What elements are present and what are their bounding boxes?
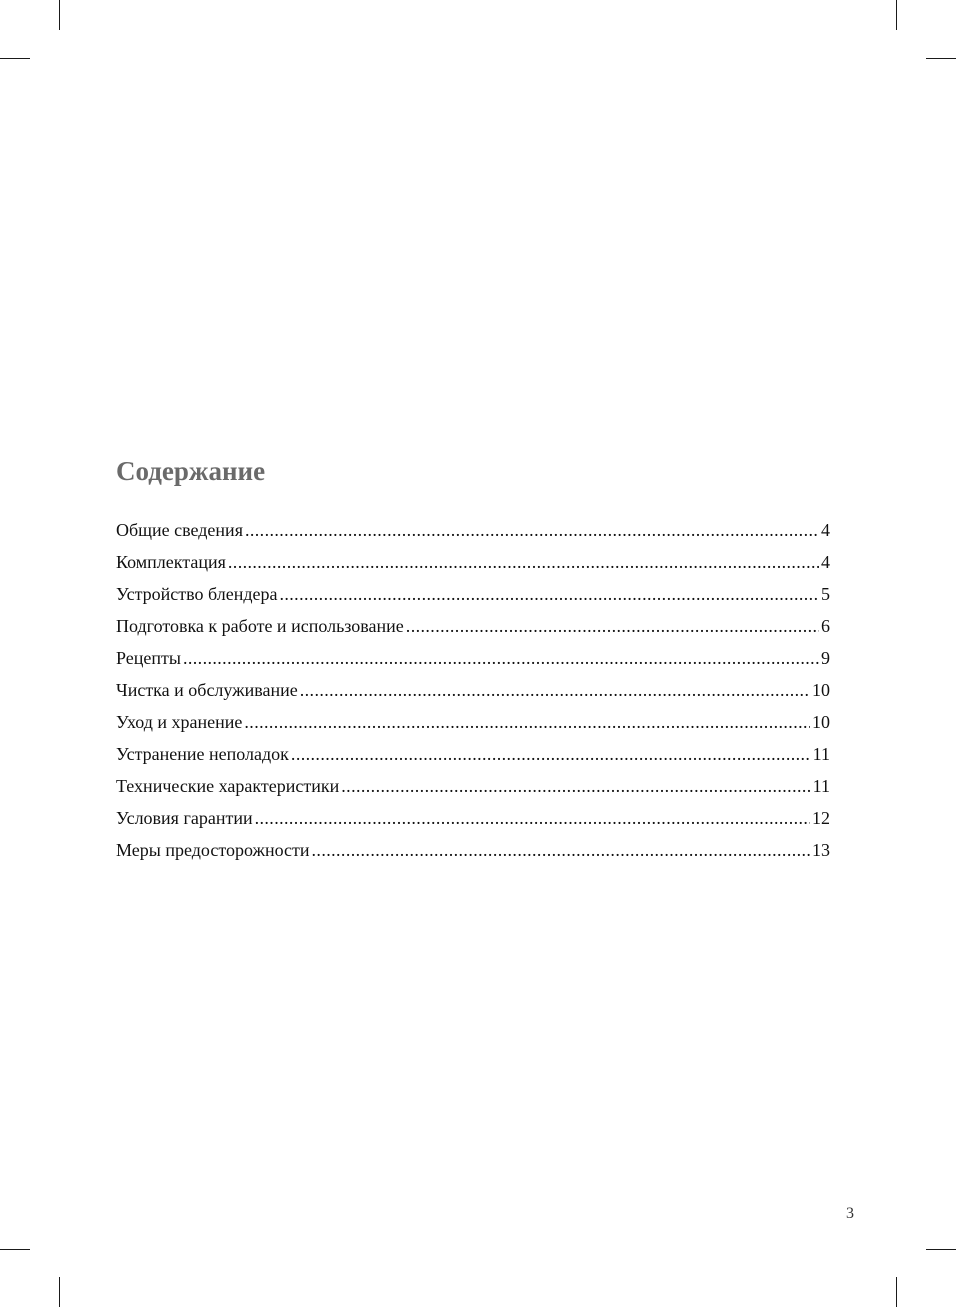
crop-mark-bottom-right-vertical — [896, 1277, 897, 1307]
toc-entry-label: Общие сведения — [116, 520, 243, 540]
toc-entry-label: Устранение неполадок — [116, 744, 289, 764]
toc-entry-page: 9 — [821, 648, 830, 668]
toc-entry-page: 4 — [821, 520, 830, 540]
toc-entry-page: 5 — [821, 584, 830, 604]
dot-leader — [312, 840, 810, 861]
toc-entry[interactable] — [116, 648, 830, 680]
page-number: 3 — [846, 1205, 854, 1222]
dot-leader — [341, 776, 810, 797]
toc-entry-page: 12 — [812, 808, 830, 828]
toc-entry[interactable] — [116, 712, 830, 744]
dot-leader — [244, 712, 810, 733]
toc-title: Содержание — [116, 456, 266, 486]
toc-entry[interactable] — [116, 616, 830, 648]
toc-entry[interactable] — [116, 744, 830, 776]
toc-entry-label: Устройство блендера — [116, 584, 278, 604]
crop-mark-bottom-left-vertical — [59, 1277, 60, 1307]
toc-list — [116, 520, 830, 872]
toc-entry[interactable] — [116, 776, 830, 808]
dot-leader — [183, 648, 819, 669]
crop-mark-top-left-vertical — [59, 0, 60, 30]
toc-entry-label: Рецепты — [116, 648, 181, 668]
toc-entry-label: Комплектация — [116, 552, 226, 572]
toc-entry-page: 11 — [812, 744, 830, 764]
dot-leader — [300, 680, 810, 701]
toc-entry-label: Уход и хранение — [116, 712, 243, 732]
dot-leader — [245, 520, 819, 541]
dot-leader — [406, 616, 819, 637]
dot-leader — [291, 744, 811, 765]
crop-mark-bottom-left-horizontal — [0, 1249, 30, 1250]
crop-mark-bottom-right-horizontal — [926, 1249, 956, 1250]
toc-entry-page: 13 — [812, 840, 830, 860]
crop-mark-top-left-horizontal — [0, 58, 30, 59]
toc-entry[interactable] — [116, 584, 830, 616]
toc-entry[interactable] — [116, 840, 830, 872]
toc-entry-page: 4 — [821, 552, 830, 572]
toc-entry[interactable] — [116, 552, 830, 584]
dot-leader — [279, 584, 819, 605]
toc-entry-label: Меры предосторожности — [116, 840, 310, 860]
dot-leader — [255, 808, 810, 829]
toc-entry[interactable] — [116, 680, 830, 712]
toc-entry[interactable] — [116, 808, 830, 840]
toc-entry-label: Подготовка к работе и использование — [116, 616, 404, 636]
toc-entry-label: Условия гарантии — [116, 808, 253, 828]
toc-entry-page: 11 — [812, 776, 830, 796]
toc-entry-label: Чистка и обслуживание — [116, 680, 298, 700]
toc-entry-page: 10 — [812, 680, 830, 700]
toc-entry-page: 6 — [821, 616, 830, 636]
dot-leader — [228, 552, 819, 573]
toc-entry-page: 10 — [812, 712, 830, 732]
toc-entry-label: Технические характеристики — [116, 776, 340, 796]
toc-entry[interactable] — [116, 520, 830, 552]
crop-mark-top-right-vertical — [896, 0, 897, 30]
crop-mark-top-right-horizontal — [926, 58, 956, 59]
